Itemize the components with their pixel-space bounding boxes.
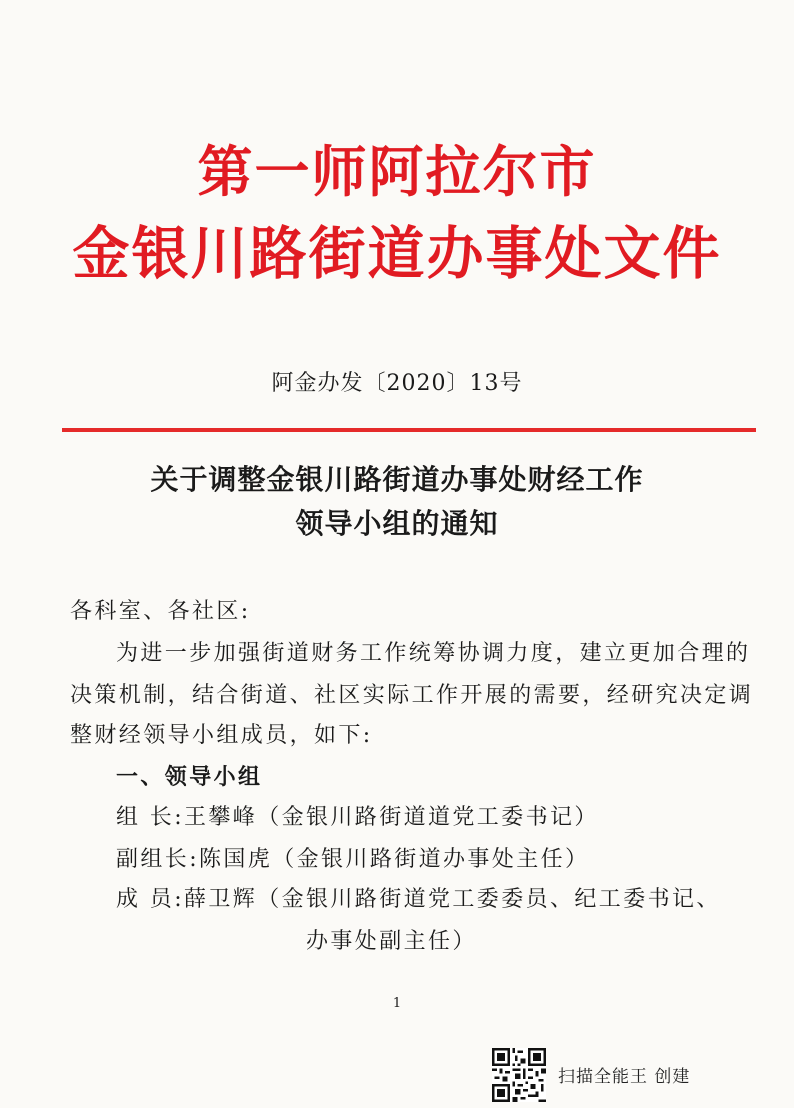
header-org-line: 第一师阿拉尔市 [197, 140, 597, 204]
red-divider [62, 428, 756, 432]
member-row-deputy: 副组长:陈国虎（金银川路街道办事处主任） [116, 847, 590, 872]
notice-title-line2: 领导小组的通知 [295, 507, 499, 540]
notice-title-line1: 关于调整金银川路街道办事处财经工作 [150, 463, 644, 496]
member-row-leader: 组 长:王攀峰（金银川路街道道党工委书记） [116, 805, 599, 830]
paragraph-line: 决策机制，结合街道、社区实际工作开展的需要，经研究决定调 [70, 683, 754, 708]
scanner-watermark: 扫描全能王 创建 [558, 1067, 691, 1087]
member-row-member: 成 员:薛卫辉（金银川路街道党工委委员、纪工委书记、 [116, 887, 721, 912]
paragraph-line: 为进一步加强街道财务工作统筹协调力度，建立更加合理的 [116, 641, 751, 666]
qr-code-icon [492, 1048, 546, 1102]
page-number: 1 [392, 996, 402, 1011]
header-office-line: 金银川路街道办事处文件 [72, 221, 722, 287]
greeting: 各科室、各社区: [70, 599, 251, 624]
document-number: 阿金办发〔2020〕13号 [271, 371, 523, 396]
paragraph-line: 整财经领导小组成员，如下: [70, 723, 373, 748]
member-row-continuation: 办事处副主任） [306, 929, 477, 954]
section-heading: 一、领导小组 [116, 764, 263, 790]
